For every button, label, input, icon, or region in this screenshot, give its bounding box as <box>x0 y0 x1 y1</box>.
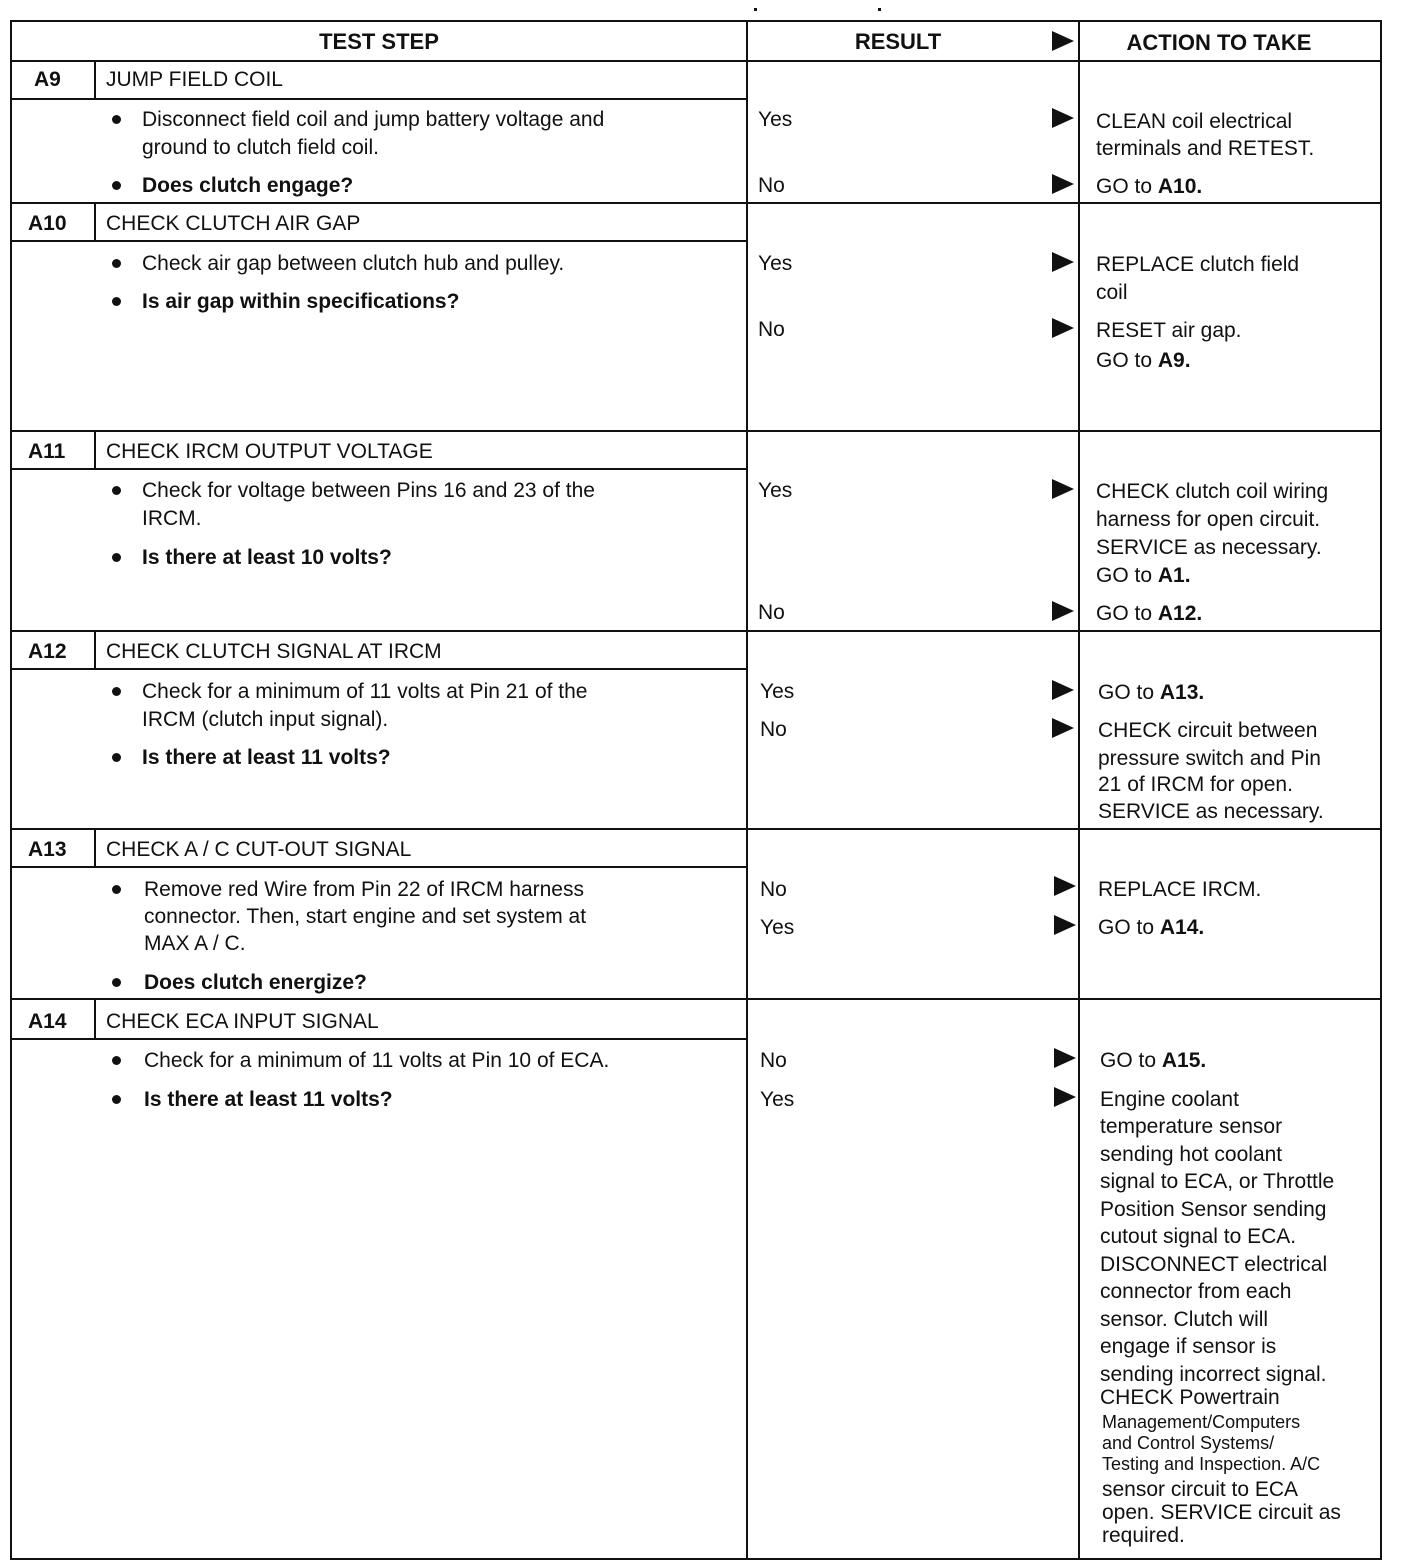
section-divider <box>10 998 1382 1000</box>
section-divider <box>10 630 1382 632</box>
step-title: CHECK CLUTCH AIR GAP <box>106 212 361 235</box>
step-title-underline <box>12 468 746 470</box>
step-question: Does clutch engage? <box>142 174 354 197</box>
section-divider <box>10 430 1382 432</box>
step-id-divider <box>94 1000 96 1038</box>
step-title-underline <box>12 240 746 242</box>
step-instruction: Disconnect field coil and jump battery voltage and <box>142 108 605 131</box>
action-goto-label: GO to <box>1096 349 1158 372</box>
action-goto-label: GO to <box>1096 564 1158 587</box>
action-text: CHECK circuit between <box>1098 719 1318 742</box>
action-text: Testing and Inspection. A/C <box>1102 1454 1321 1474</box>
step-question: Is air gap within specifications? <box>142 290 460 313</box>
result-label: Yes <box>758 479 793 502</box>
action-goto-label: GO to <box>1096 602 1158 625</box>
action-text: REPLACE IRCM. <box>1098 878 1262 901</box>
action-goto <box>1100 1047 1206 1075</box>
action-text: required. <box>1102 1524 1185 1547</box>
action-goto-label: GO to <box>1098 916 1160 939</box>
action-text: sending hot coolant <box>1100 1142 1283 1166</box>
result-label: Yes <box>760 1088 795 1111</box>
action-text: temperature sensor <box>1100 1115 1283 1138</box>
action-text: CHECK Powertrain <box>1100 1386 1280 1409</box>
table-border-left <box>10 20 12 1560</box>
action-text: connector from each <box>1100 1280 1292 1303</box>
column-divider-result <box>746 20 748 1560</box>
step-title-underline <box>12 668 746 670</box>
action-goto <box>1096 600 1202 628</box>
action-text: RESET air gap. <box>1096 319 1242 342</box>
step-instruction: connector. Then, start engine and set system at <box>144 905 587 928</box>
action-goto-ref: A13. <box>1159 681 1205 704</box>
header-test-step: TEST STEP <box>319 29 439 54</box>
action-text: REPLACE clutch field <box>1096 253 1300 276</box>
action-text: harness for open circuit. <box>1096 508 1321 531</box>
result-arrow-icon <box>1052 601 1074 621</box>
bullet-icon <box>112 259 121 268</box>
action-goto-label: GO to <box>1098 681 1160 704</box>
step-instruction: Check for voltage between Pins 16 and 23 of the <box>142 479 595 502</box>
step-id: A14 <box>28 1010 67 1033</box>
action-text: sensor. Clutch will <box>1100 1307 1269 1331</box>
result-label: Yes <box>760 916 795 939</box>
step-id-divider <box>94 632 96 670</box>
bullet-icon <box>112 885 121 894</box>
step-title: JUMP FIELD COIL <box>106 68 283 91</box>
step-instruction: Remove red Wire from Pin 22 of IRCM harness <box>144 878 584 901</box>
result-label: No <box>758 174 785 197</box>
action-text: sending incorrect signal. <box>1100 1362 1327 1386</box>
action-text: engage if sensor is <box>1100 1335 1277 1358</box>
bullet-icon <box>112 1056 121 1065</box>
bullet-icon <box>112 297 121 306</box>
step-question: Is there at least 11 volts? <box>142 746 391 769</box>
action-text: DISCONNECT electrical <box>1100 1252 1328 1276</box>
action-text: SERVICE as necessary. <box>1098 800 1324 823</box>
action-text: coil <box>1096 281 1128 304</box>
step-id: A11 <box>28 440 66 463</box>
step-instruction: MAX A / C. <box>144 932 246 955</box>
action-goto-ref: A15. <box>1161 1049 1207 1072</box>
bullet-icon <box>112 687 121 696</box>
section-divider <box>10 828 1382 830</box>
result-arrow-icon <box>1052 718 1074 738</box>
action-goto-ref: A1. <box>1157 564 1191 587</box>
action-goto <box>1096 347 1191 375</box>
result-arrow-icon <box>1052 479 1074 499</box>
step-title: CHECK ECA INPUT SIGNAL <box>106 1010 379 1033</box>
step-id-divider <box>94 432 96 470</box>
result-label: No <box>758 318 785 341</box>
action-text: terminals and RETEST. <box>1096 137 1315 160</box>
step-title: CHECK IRCM OUTPUT VOLTAGE <box>106 440 433 463</box>
column-divider-action <box>1078 20 1080 1560</box>
step-instruction: Check air gap between clutch hub and pulley. <box>142 252 565 275</box>
action-text: Engine coolant <box>1100 1088 1239 1111</box>
step-id-divider <box>94 62 96 100</box>
result-label: No <box>760 878 787 901</box>
step-id-divider <box>94 830 96 868</box>
action-text: SERVICE as necessary. <box>1096 536 1322 559</box>
header-divider <box>10 60 1382 62</box>
step-title: CHECK A / C CUT-OUT SIGNAL <box>106 838 412 861</box>
step-question: Is there at least 11 volts? <box>144 1088 393 1111</box>
result-label: Yes <box>760 680 795 703</box>
step-id: A9 <box>34 68 61 91</box>
bullet-icon <box>112 553 121 562</box>
result-arrow-icon <box>1052 252 1074 272</box>
action-text: Management/Computers <box>1102 1412 1301 1432</box>
table-border-bottom <box>10 1558 1382 1560</box>
action-text: cutout signal to ECA. <box>1100 1225 1297 1248</box>
bullet-icon <box>112 181 121 190</box>
step-instruction: Check for a minimum of 11 volts at Pin 10 of ECA. <box>144 1049 610 1072</box>
action-text: pressure switch and Pin <box>1098 747 1321 770</box>
step-id: A12 <box>28 640 67 663</box>
action-text: 21 of IRCM for open. <box>1098 773 1293 796</box>
action-goto <box>1096 562 1191 590</box>
bullet-icon <box>112 115 121 124</box>
stray-mark <box>754 8 757 11</box>
step-title-underline <box>12 98 746 100</box>
action-text: CHECK clutch coil wiring <box>1096 480 1329 503</box>
step-id: A13 <box>28 838 67 861</box>
result-label: No <box>760 718 787 741</box>
step-instruction: IRCM. <box>142 507 202 530</box>
bullet-icon <box>112 1095 121 1104</box>
step-id-divider <box>94 204 96 242</box>
result-label: No <box>760 1049 787 1072</box>
step-title-underline <box>12 866 746 868</box>
result-label: Yes <box>758 108 793 131</box>
action-goto-ref: A14. <box>1159 916 1205 939</box>
bullet-icon <box>112 753 121 762</box>
header-arrow-icon <box>1052 31 1074 51</box>
step-id: A10 <box>28 212 67 235</box>
action-text: and Control Systems/ <box>1102 1433 1275 1453</box>
section-divider <box>10 202 1382 204</box>
step-instruction: ground to clutch field coil. <box>142 136 379 159</box>
result-arrow-icon <box>1054 876 1076 896</box>
header-result: RESULT <box>854 29 942 54</box>
action-goto-ref: A9. <box>1157 349 1191 372</box>
result-arrow-icon <box>1052 318 1074 338</box>
step-instruction: IRCM (clutch input signal). <box>142 708 389 731</box>
action-goto-label: GO to <box>1096 175 1158 198</box>
stray-mark <box>878 8 881 11</box>
step-title-underline <box>12 1038 746 1040</box>
result-arrow-icon <box>1052 108 1074 128</box>
action-text: CLEAN coil electrical <box>1096 110 1293 133</box>
step-question: Does clutch energize? <box>144 971 367 994</box>
step-title: CHECK CLUTCH SIGNAL AT IRCM <box>106 640 442 663</box>
result-label: No <box>758 601 785 624</box>
table-border-right <box>1380 20 1382 1560</box>
result-arrow-icon <box>1052 174 1074 194</box>
action-goto-ref: A10. <box>1157 175 1203 198</box>
action-goto <box>1098 914 1204 942</box>
step-instruction: Check for a minimum of 11 volts at Pin 21 of the <box>142 680 588 703</box>
bullet-icon <box>112 978 121 987</box>
action-goto-ref: A12. <box>1157 602 1203 625</box>
bullet-icon <box>112 486 121 495</box>
result-arrow-icon <box>1054 1087 1076 1107</box>
action-text: signal to ECA, or Throttle <box>1100 1170 1335 1193</box>
action-text: open. SERVICE circuit as <box>1102 1501 1341 1524</box>
action-text: sensor circuit to ECA <box>1102 1478 1299 1501</box>
action-goto <box>1098 679 1204 707</box>
result-arrow-icon <box>1052 680 1074 700</box>
result-arrow-icon <box>1054 1048 1076 1068</box>
action-goto-label: GO to <box>1100 1049 1162 1072</box>
action-text: Position Sensor sending <box>1100 1197 1327 1221</box>
table-border-top <box>10 20 1382 22</box>
step-question: Is there at least 10 volts? <box>142 546 392 569</box>
result-label: Yes <box>758 252 793 275</box>
result-arrow-icon <box>1054 915 1076 935</box>
header-action: ACTION TO TAKE <box>1126 30 1312 55</box>
action-goto <box>1096 173 1202 201</box>
